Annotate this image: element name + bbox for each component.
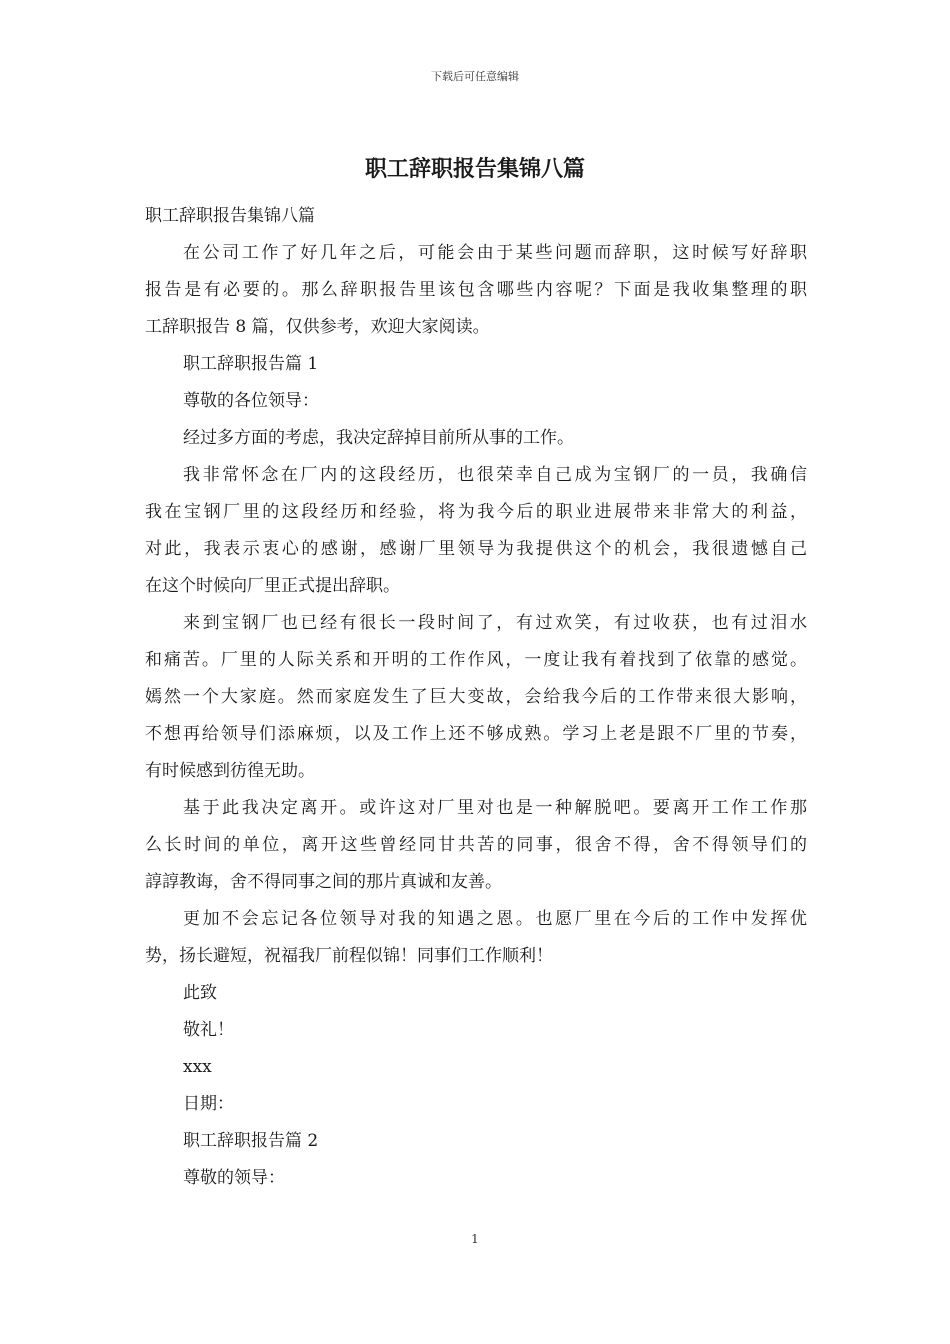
text-line: 和痛苦。厂里的人际关系和开明的工作作风，一度让我有着找到了依靠的感觉。 xyxy=(145,650,807,670)
text-line: 諄諄教诲，舍不得同事之间的那片真诚和友善。 xyxy=(145,872,502,892)
text-line: 基于此我决定离开。或许这对厂里对也是一种解脱吧。要离开工作工作那 xyxy=(183,798,807,818)
text-line: 职工辞职报告篇 2 xyxy=(183,1131,319,1151)
text-line: 有时候感到彷徨无助。 xyxy=(145,761,315,781)
page-header: 下载后可任意编辑 xyxy=(431,70,519,83)
text-line: 经过多方面的考虑，我决定辞掉目前所从事的工作。 xyxy=(183,428,574,448)
text-line: 日期： xyxy=(183,1094,234,1114)
text-line: 对此，我表示衷心的感谢，感谢厂里领导为我提供这个的机会，我很遗憾自己 xyxy=(145,539,807,559)
text-line: 我非常怀念在厂内的这段经历，也很荣幸自己成为宝钢厂的一员，我确信 xyxy=(183,465,807,485)
text-line: 工辞职报告 8 篇，仅供参考，欢迎大家阅读。 xyxy=(145,317,490,337)
document-title: 职工辞职报告集锦八篇 xyxy=(364,156,585,182)
text-line: 职工辞职报告集锦八篇 xyxy=(145,206,315,226)
text-line: 敬礼！ xyxy=(183,1020,234,1040)
text-line: 来到宝钢厂也已经有很长一段时间了，有过欢笑，有过收获，也有过泪水 xyxy=(183,613,807,633)
text-line: 职工辞职报告篇 1 xyxy=(183,354,319,374)
text-line: 更加不会忘记各位领导对我的知遇之恩。也愿厂里在今后的工作中发挥优 xyxy=(183,909,807,929)
text-line: 报告是有必要的。那么辞职报告里该包含哪些内容呢？下面是我收集整理的职 xyxy=(145,280,807,300)
text-line: 此致 xyxy=(183,983,217,1003)
text-line: 在这个时候向厂里正式提出辞职。 xyxy=(145,576,400,596)
page-number: 1 xyxy=(471,1232,479,1246)
text-line: 不想再给领导们添麻烦，以及工作上还不够成熟。学习上老是跟不厂里的节奏， xyxy=(145,724,807,744)
text-line: 势，扬长避短，祝福我厂前程似锦！同事们工作顺利！ xyxy=(145,946,553,966)
text-line: 我在宝钢厂里的这段经历和经验，将为我今后的职业进展带来非常大的利益， xyxy=(145,502,807,522)
text-line: 嫣然一个大家庭。然而家庭发生了巨大变故，会给我今后的工作带来很大影响， xyxy=(145,687,807,707)
text-line: xxx xyxy=(183,1057,212,1077)
document-body xyxy=(145,198,807,1197)
text-line: 在公司工作了好几年之后，可能会由于某些问题而辞职，这时候写好辞职 xyxy=(183,243,807,263)
text-line: 么长时间的单位，离开这些曾经同甘共苦的同事，很舍不得，舍不得领导们的 xyxy=(145,835,807,855)
text-line: 尊敬的领导： xyxy=(183,1168,285,1188)
text-line: 尊敬的各位领导： xyxy=(183,391,319,411)
